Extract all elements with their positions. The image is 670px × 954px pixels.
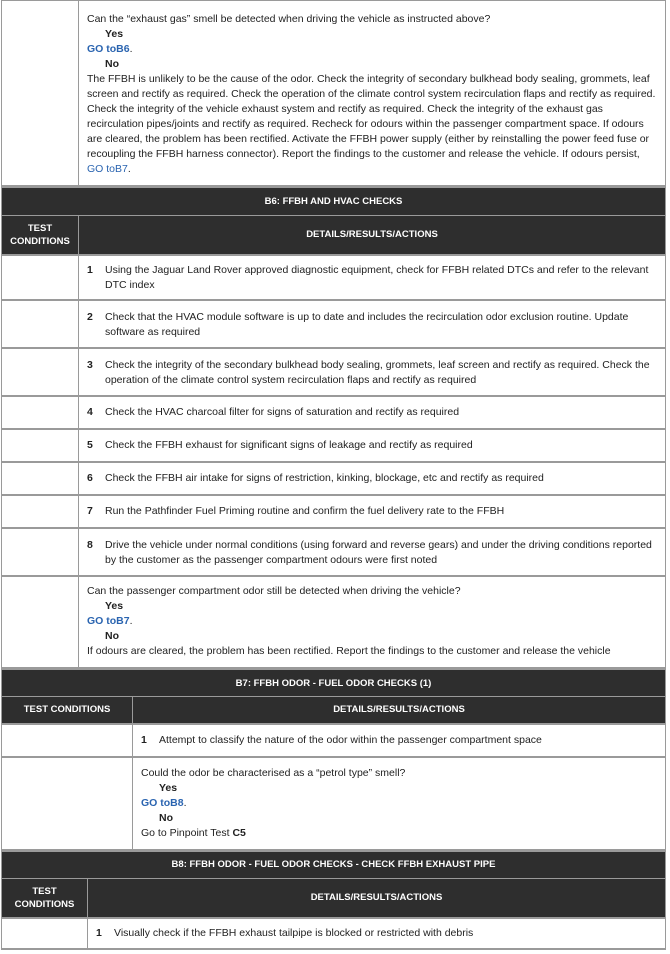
b5-go-to-b7-link[interactable]: GO toB7 (87, 163, 128, 175)
pinpoint-test-sheet (1, 0, 666, 950)
conditions-cell (2, 1, 79, 186)
b8-table (1, 851, 666, 951)
b6-table (1, 187, 666, 670)
b5-go-to-b6-link[interactable]: GO toB6 (87, 43, 130, 55)
b6-step-4: 4 Check the HVAC charcoal filter for signs of saturation and rectify as required (79, 396, 666, 429)
b5-tail-table (1, 0, 666, 187)
b6-result-cell: Can the passenger compartment odor still be detected when driving the vehicle? Yes GO toB7. No If odours are cleared, the problem has been rectified. Report the findings to the customer and release the vehicle (79, 576, 666, 668)
b6-yes-label: Yes (105, 600, 124, 612)
b7-table (1, 669, 666, 851)
b6-step-6: 6 Check the FFBH air intake for signs of restriction, kinking, blockage, etc and rectify as required (79, 462, 666, 495)
b6-step-7: 7 Run the Pathfinder Fuel Priming routine and confirm the fuel delivery rate to the FFBH (79, 495, 666, 528)
b6-step-5: 5 Check the FFBH exhaust for significant signs of leakage and rectify as required (79, 429, 666, 462)
b6-question: Can the passenger compartment odor still be detected when driving the vehicle? (87, 585, 461, 597)
b7-col-conditions: TEST CONDITIONS (2, 697, 133, 724)
b6-step-1: 1 Using the Jaguar Land Rover approved diagnostic equipment, check for FFBH related DTCs and refer to the relevant DTC index (79, 255, 666, 300)
b6-col-conditions: TEST CONDITIONS (2, 215, 79, 255)
b7-step-1: 1 Attempt to classify the nature of the odor within the passenger compartment space (133, 724, 666, 757)
b6-no-text: If odours are cleared, the problem has been rectified. Report the findings to the customer and release the vehicle (87, 645, 611, 657)
b7-no-label: No (159, 811, 173, 824)
b6-title: B6: FFBH AND HVAC CHECKS (2, 187, 666, 215)
b5-no-label: No (105, 58, 119, 70)
b8-step-1: 1 Visually check if the FFBH exhaust tailpipe is blocked or restricted with debris (88, 918, 666, 949)
b6-go-to-b7-link[interactable]: GO toB7 (87, 615, 130, 627)
b7-title: B7: FFBH ODOR - FUEL ODOR CHECKS (1) (2, 670, 666, 697)
b8-col-details: DETAILS/RESULTS/ACTIONS (88, 878, 666, 918)
b7-result-cell: Could the odor be characterised as a “petrol type” smell? Yes GO toB8. No Go to Pinpoint Test C5 (133, 757, 666, 850)
b7-pinpoint-ref: C5 (232, 826, 246, 839)
b7-question: Could the odor be characterised as a “petrol type” smell? (141, 766, 406, 779)
b6-step-2: 2 Check that the HVAC module software is up to date and includes the recirculation odor exclusion routine. Update software as required (79, 300, 666, 348)
b5-question: Can the “exhaust gas” smell be detected when driving the vehicle as instructed above? (87, 13, 491, 25)
b6-no-label: No (105, 630, 119, 642)
b6-col-details: DETAILS/RESULTS/ACTIONS (79, 215, 666, 255)
b7-go-to-b8-link[interactable]: GO toB8 (141, 796, 184, 809)
b8-title: B8: FFBH ODOR - FUEL ODOR CHECKS - CHECK FFBH EXHAUST PIPE (2, 851, 666, 878)
b8-col-conditions: TEST CONDITIONS (2, 878, 88, 918)
b5-yes-label: Yes (105, 28, 124, 40)
b7-col-details: DETAILS/RESULTS/ACTIONS (133, 697, 666, 724)
b6-step-8: 8 Drive the vehicle under normal conditions (using forward and reverse gears) and under the driving conditions reported by the customer as the passenger compartment odours were first noted (79, 528, 666, 576)
b5-result-cell: Can the “exhaust gas” smell be detected when driving the vehicle as instructed above? Yes GO toB6. No The FFBH is unlikely to be the cause of the odor. Check the integrity of secondary bulkhead body sealing, grommets, leaf screen and rectify as required. Check the operation of the climate control system recirculation flaps and rectify as required. Check the integrity of the vehicle exhaust system and rectify as required. Check the integrity of the exhaust gas recirculation pipes/joints and rectify as required. Recheck for odours within the passenger compartment space. If odours are cleared, the problem has been rectified. Activate the FFBH power supply (either by reinstalling the power feed fuse or recoupling the FFBH harness connector). Report the findings to the customer and release the vehicle. If odours persist, GO toB7. (79, 1, 666, 186)
b7-no-text: Go to Pinpoint Test C5 (141, 826, 246, 839)
b5-no-body: The FFBH is unlikely to be the cause of the odor. Check the integrity of secondary bulkhead body sealing, grommets, leaf screen and rectify as required. Check the operation of the climate control system recirculation flaps and rectify as required. Check the integrity of the vehicle exhaust system and rectify as required. Check the integrity of the exhaust gas recirculation pipes/joints and rectify as required. Recheck for odours within the passenger compartment space. If odours are cleared, the problem has been rectified. Activate the FFBH power supply (either by reinstalling the power feed fuse or recoupling the FFBH harness connector). Report the findings to the customer and release the vehicle. If odours persist, GO toB7. (87, 73, 656, 175)
b7-yes-label: Yes (159, 781, 178, 794)
b6-step-3: 3 Check the integrity of the secondary bulkhead body sealing, grommets, leaf screen and rectify as required. Check the operation of the climate control system recirculation flaps and rectify as required (79, 348, 666, 396)
